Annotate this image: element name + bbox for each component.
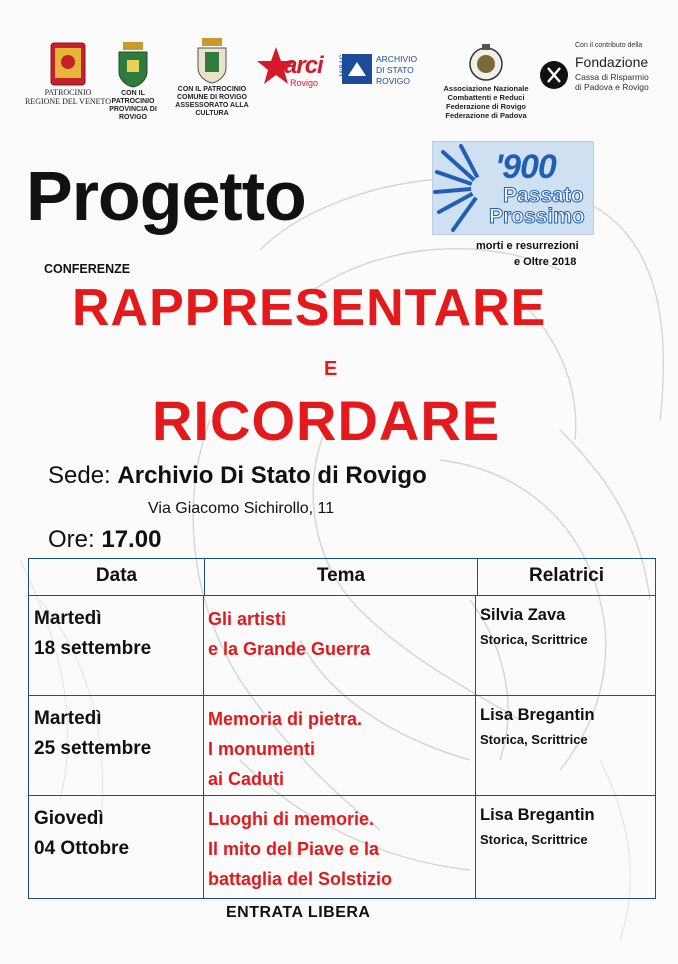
speaker-role: Storica, Scrittrice xyxy=(480,732,588,747)
fondazione-emblem-icon xyxy=(539,60,569,90)
badge-prossimo: Prossimo xyxy=(489,205,585,228)
comune-caption-3: ASSESSORATO ALLA CULTURA xyxy=(175,102,249,117)
address: Via Giacomo Sichirollo, 11 xyxy=(148,500,335,517)
badge-passato: Passato xyxy=(503,184,584,207)
archivio-line-3: ROVIGO xyxy=(376,76,411,86)
row-day: Giovedì xyxy=(34,808,104,829)
date-cell xyxy=(29,596,204,695)
fondazione-tagline: Con il contributo della xyxy=(575,42,643,49)
ore-line xyxy=(48,526,161,554)
arci-wordmark: arci xyxy=(284,52,323,79)
speaker-role: Storica, Scrittrice xyxy=(480,632,588,647)
row-day: Martedì xyxy=(34,608,102,629)
veneto-caption-1: PATROCINIO xyxy=(44,88,92,97)
entrata-libera: ENTRATA LIBERA xyxy=(226,904,371,921)
speaker-role: Storica, Scrittrice xyxy=(480,832,588,847)
comune-caption-1: CON IL PATROCINIO xyxy=(177,86,247,93)
fondazione-name: Fondazione xyxy=(575,54,649,70)
comune-caption-2: COMUNE DI ROVIGO xyxy=(176,94,247,101)
table-header-row xyxy=(29,559,655,595)
tema-line: Luoghi di memorie. xyxy=(208,809,375,829)
relatrici-cell xyxy=(476,696,655,795)
anc-line-3: Federazione di Rovigo xyxy=(445,102,526,111)
relatrici-cell xyxy=(476,796,655,898)
sede-value: Archivio Di Stato di Rovigo xyxy=(117,462,427,489)
provincia-caption-1: CON IL PATROCINIO xyxy=(111,90,155,105)
tema-line: Gli artisti xyxy=(208,609,287,629)
table-row xyxy=(29,695,655,795)
sede-label: Sede: xyxy=(48,462,111,489)
schedule-table xyxy=(28,558,656,899)
tema-line: e la Grande Guerra xyxy=(208,639,371,659)
ore-value: 17.00 xyxy=(101,526,162,553)
archivio-line-1: ARCHIVIO xyxy=(376,54,418,64)
provincia-crest-icon xyxy=(115,42,151,88)
provincia-caption-2: PROVINCIA DI ROVIGO xyxy=(109,106,157,121)
fondazione-line-1: Cassa di Risparmio xyxy=(575,72,649,82)
archivio-line-2: DI STATO xyxy=(376,65,414,75)
title-e: E xyxy=(324,358,338,380)
row-day: Martedì xyxy=(34,708,102,729)
veneto-caption-2: REGIONE DEL VENETO xyxy=(24,97,112,106)
comune-crest-icon xyxy=(194,38,230,84)
badge-900: '900 xyxy=(495,148,556,186)
conferenze-label: CONFERENZE xyxy=(44,262,131,276)
relatrici-cell xyxy=(476,596,655,695)
archivio-side-label: MIBAC xyxy=(339,54,347,77)
tema-cell xyxy=(204,596,476,695)
progetto-title: Progetto xyxy=(26,157,306,235)
passato-prossimo-badge xyxy=(432,141,594,235)
speaker-name: Silvia Zava xyxy=(480,606,566,624)
tema-line: I monumenti xyxy=(208,739,315,759)
date-cell xyxy=(29,796,204,898)
badge-subtitle-2: e Oltre 2018 xyxy=(514,256,577,268)
arci-subtitle: Rovigo xyxy=(290,78,319,88)
header-tema: Tema xyxy=(205,559,478,595)
row-date: 25 settembre xyxy=(34,738,152,759)
table-row xyxy=(29,595,655,695)
speaker-name: Lisa Bregantin xyxy=(480,806,595,824)
row-date: 04 Ottobre xyxy=(34,838,130,859)
row-date: 18 settembre xyxy=(34,638,152,659)
anc-line-1: Associazione Nazionale xyxy=(443,84,529,93)
anc-logo xyxy=(436,44,536,120)
tema-cell xyxy=(204,796,476,898)
sede-line xyxy=(48,462,427,490)
lion-of-saint-mark-icon xyxy=(50,42,86,86)
tema-line: ai Caduti xyxy=(208,769,285,789)
anc-emblem-icon xyxy=(468,44,504,82)
speaker-name: Lisa Bregantin xyxy=(480,706,595,724)
comune-rovigo-logo xyxy=(172,38,252,118)
header-relatrici: Relatrici xyxy=(529,565,604,586)
tema-line: Il mito del Piave e la xyxy=(208,839,380,859)
fondazione-line-2: di Padova e Rovigo xyxy=(575,82,649,92)
title-ricordare: RICORDARE xyxy=(152,389,501,452)
tema-line: battaglia del Solstizio xyxy=(208,869,393,889)
title-rappresentare: RAPPRESENTARE xyxy=(72,279,547,337)
tema-line: Memoria di pietra. xyxy=(208,709,363,729)
anc-line-2: Combattenti e Reduci xyxy=(447,93,525,102)
date-cell xyxy=(29,696,204,795)
provincia-rovigo-logo xyxy=(100,42,166,122)
anc-line-4: Federazione di Padova xyxy=(445,111,527,120)
tema-cell xyxy=(204,696,476,795)
badge-subtitle-1: morti e resurrezioni xyxy=(476,240,579,252)
table-row xyxy=(29,795,655,898)
ore-label: Ore: xyxy=(48,526,95,553)
header-data: Data xyxy=(29,559,205,595)
